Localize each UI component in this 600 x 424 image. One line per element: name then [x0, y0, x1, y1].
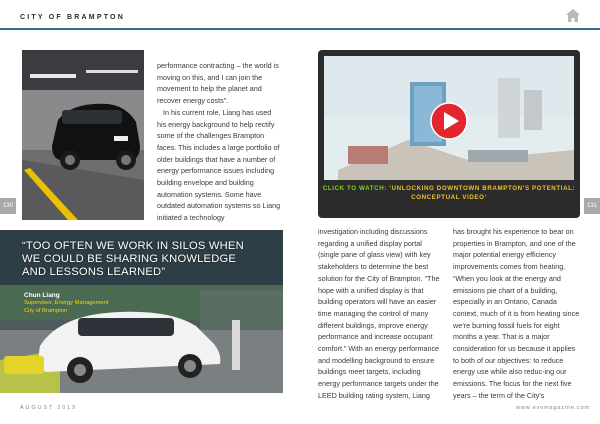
paragraph: has brought his experience to bear on properties in Brampton, and one of the major potential energy efficiency improvements comes from heating. “When you look at the energy and emissions pie chart of a building, especially in an Ontario, Canada context, much of it is from heating since we’re burning fossil fuels for eight months a year. That is a major consideration for us because it applies to both of our objectives: to reduce energy use while also reduc-ing our emissions. The focus for the next five years – the term of the City’s — [453, 227, 580, 400]
quote-attribution-org: City of Brampton — [24, 308, 68, 314]
header-rule — [0, 28, 600, 30]
video-caption-lead: CLICK TO WATCH: — [322, 185, 390, 192]
parking-garage-photo — [22, 50, 144, 220]
quote-attribution-role: Supervisor, Energy Management — [24, 300, 109, 306]
left-column-text — [157, 60, 282, 224]
quote-attribution-name: Chun Liang — [24, 292, 60, 299]
header-title: CITY OF BRAMPTON — [20, 14, 125, 21]
page-number-right: 131 — [584, 198, 600, 214]
paragraph: In his current role, Liang has used his energy background to help rectify some of the challenges Brampton faces. This includes a large portfolio of older buildings that have a number of energy performance issues including building envelope and building automation systems. Some have outdated automation systems so Liang initiated a technology — [157, 107, 281, 223]
video-caption-title: ‘UNLOCKING DOWNTOWN BRAMPTON’S POTENTIAL: CONCEPTUAL VIDEO’ — [389, 185, 576, 201]
video-caption[interactable] — [322, 185, 576, 202]
home-icon[interactable] — [566, 9, 580, 22]
page-number-left: 130 — [0, 198, 16, 214]
footer-url[interactable]: www.evomagazine.com — [516, 405, 590, 411]
footer-date: AUGUST 2019 — [20, 405, 78, 411]
middle-column-text — [318, 226, 442, 402]
paragraph: investigation including discussions regarding a unified display portal (single pane of glass view) with key stakeholders to determine the best solution for the City of Brampton. “The hope with a unified display is that building operators will have an easier time managing the control of many different buildings, improve energy performance and increase occupant comfort.” With an energy performance and modelling background to ensure buildings meet targets, including energy performance targets under the LEED building rating system, Liang — [318, 227, 440, 400]
pull-quote: “TOO OFTEN WE WORK IN SILOS WHEN WE COULD BE SHARING KNOWLEDGE AND LESSONS LEARNED” — [22, 240, 244, 278]
paragraph: performance contracting – the world is moving on this, and I can join the movement to help the planet and recover energy costs”. — [157, 61, 279, 106]
play-icon[interactable] — [430, 102, 468, 140]
right-column-text — [453, 226, 580, 402]
